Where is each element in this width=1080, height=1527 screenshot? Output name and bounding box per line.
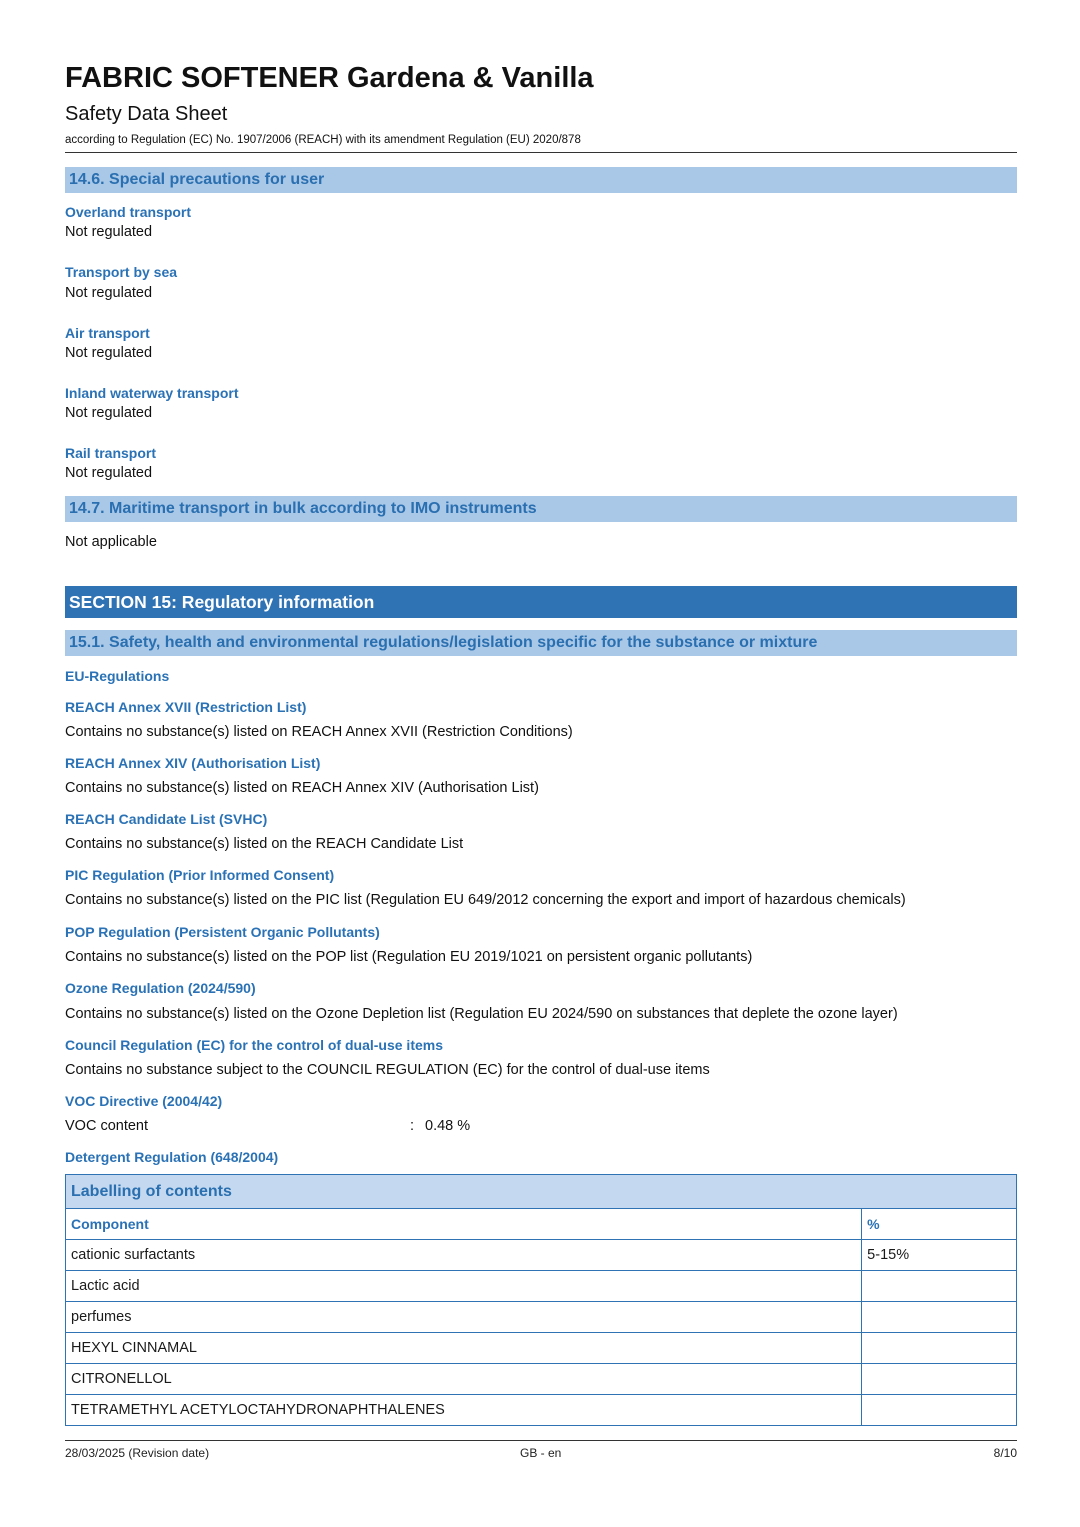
reach-annex-xiv-text: Contains no substance(s) listed on REACH Annex XIV (Authorisation List): [65, 780, 539, 796]
component-cell: TETRAMETHYL ACETYLOCTAHYDRONAPHTHALENES: [66, 1395, 862, 1426]
sea-transport-label: Transport by sea: [65, 264, 178, 280]
air-transport-label: Air transport: [65, 325, 150, 341]
labelling-contents-table: [65, 1174, 1017, 1426]
table-row: [66, 1302, 1017, 1333]
voc-directive-label: VOC Directive (2004/42): [65, 1093, 223, 1109]
overland-transport-value: Not regulated: [65, 224, 153, 240]
document-title: FABRIC SOFTENER Gardena & Vanilla: [65, 62, 594, 94]
percent-cell: [862, 1333, 1017, 1364]
regulation-note: according to Regulation (EC) No. 1907/2006 (REACH) with its amendment Regulation (EU) 2020/878: [65, 134, 581, 146]
air-transport-value: Not regulated: [65, 345, 153, 361]
section-header-15: SECTION 15: Regulatory information: [65, 586, 1017, 618]
eu-regulations-label: EU-Regulations: [65, 668, 170, 684]
voc-content-key: VOC content: [65, 1118, 149, 1134]
percent-cell: [862, 1364, 1017, 1395]
percent-cell: 5-15%: [862, 1240, 1017, 1271]
pic-regulation-text: Contains no substance(s) listed on the PIC list (Regulation EU 649/2012 concerning the export and import of hazardous chemicals): [65, 892, 906, 908]
component-cell: perfumes: [66, 1302, 862, 1333]
pop-regulation-text: Contains no substance(s) listed on the POP list (Regulation EU 2019/1021 on persistent organic pollutants): [65, 949, 753, 965]
revision-date: 28/03/2025 (Revision date): [65, 1446, 210, 1460]
reach-annex-xiv-label: REACH Annex XIV (Authorisation List): [65, 755, 321, 771]
voc-content-value: 0.48 %: [425, 1118, 471, 1134]
sea-transport-value: Not regulated: [65, 285, 153, 301]
table-row: [66, 1240, 1017, 1271]
rail-transport-value: Not regulated: [65, 465, 153, 481]
ozone-regulation-text: Contains no substance(s) listed on the Ozone Depletion list (Regulation EU 2024/590 on substances that deplete the ozone layer): [65, 1006, 898, 1022]
table-row: [66, 1395, 1017, 1426]
voc-content-separator: :: [410, 1118, 415, 1134]
reach-candidate-label: REACH Candidate List (SVHC): [65, 811, 268, 827]
component-cell: HEXYL CINNAMAL: [66, 1333, 862, 1364]
reach-annex-xvii-text: Contains no substance(s) listed on REACH Annex XVII (Restriction Conditions): [65, 724, 573, 740]
percent-cell: [862, 1302, 1017, 1333]
rail-transport-label: Rail transport: [65, 445, 157, 461]
dual-use-label: Council Regulation (EC) for the control of dual-use items: [65, 1037, 444, 1053]
reach-annex-xvii-label: REACH Annex XVII (Restriction List): [65, 699, 307, 715]
component-cell: cationic surfactants: [66, 1240, 862, 1271]
inland-waterway-value: Not regulated: [65, 405, 153, 421]
reach-candidate-text: Contains no substance(s) listed on the REACH Candidate List: [65, 836, 464, 852]
dual-use-text: Contains no substance subject to the COUNCIL REGULATION (EC) for the control of dual-use items: [65, 1062, 710, 1078]
percent-cell: [862, 1271, 1017, 1302]
ozone-regulation-label: Ozone Regulation (2024/590): [65, 980, 256, 996]
table-caption: Labelling of contents: [66, 1175, 1017, 1209]
pop-regulation-label: POP Regulation (Persistent Organic Pollutants): [65, 924, 380, 940]
pic-regulation-label: PIC Regulation (Prior Informed Consent): [65, 867, 335, 883]
imo-bulk-value: Not applicable: [65, 534, 157, 550]
component-cell: Lactic acid: [66, 1271, 862, 1302]
language-code: GB - en: [520, 1446, 562, 1460]
footer-divider: [65, 1440, 1017, 1441]
table-row: [66, 1271, 1017, 1302]
page-number: 8/10: [993, 1446, 1017, 1460]
component-cell: CITRONELLOL: [66, 1364, 862, 1395]
subsection-header-15-1: 15.1. Safety, health and environmental regulations/legislation specific for the substance or mixture: [65, 630, 1017, 656]
detergent-regulation-label: Detergent Regulation (648/2004): [65, 1149, 279, 1165]
table-row: [66, 1364, 1017, 1395]
inland-waterway-label: Inland waterway transport: [65, 385, 239, 401]
subsection-header-14-6: 14.6. Special precautions for user: [65, 167, 1017, 193]
overland-transport-label: Overland transport: [65, 204, 192, 220]
header-divider: [65, 152, 1017, 153]
subsection-header-14-7: 14.7. Maritime transport in bulk according to IMO instruments: [65, 496, 1017, 522]
column-header-component: Component: [66, 1209, 862, 1240]
percent-cell: [862, 1395, 1017, 1426]
column-header-percent: %: [862, 1209, 1017, 1240]
table-row: [66, 1333, 1017, 1364]
document-type: Safety Data Sheet: [65, 103, 228, 125]
